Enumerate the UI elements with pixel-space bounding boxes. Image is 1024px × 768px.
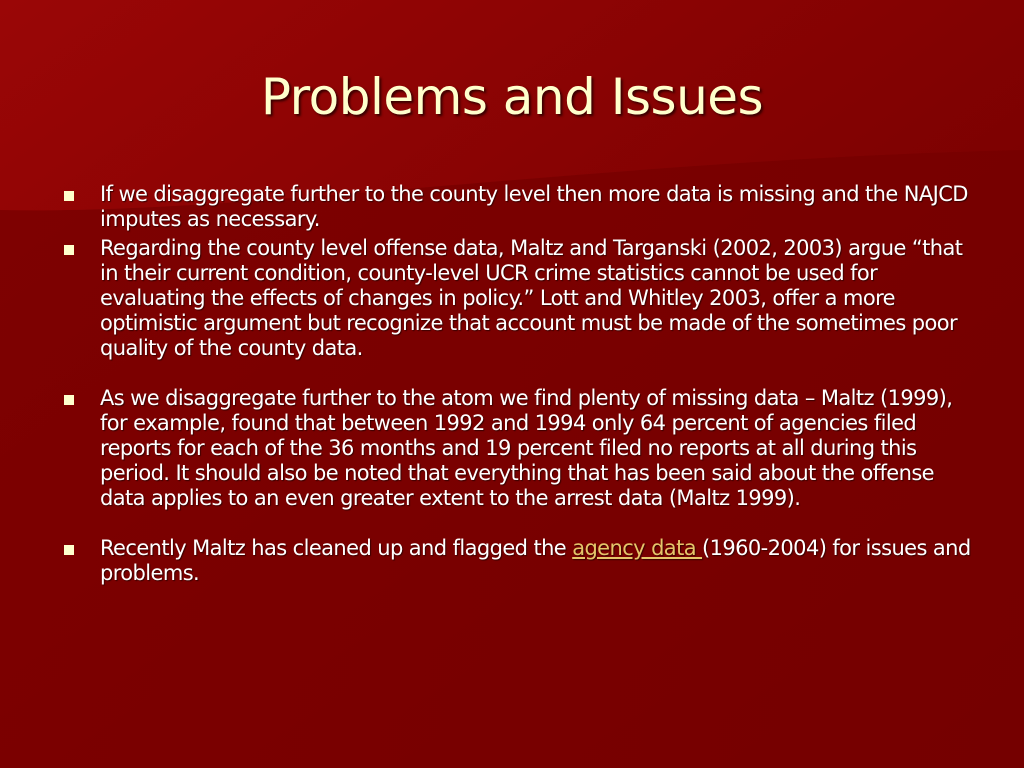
bullet-item <box>62 536 982 586</box>
bullet-item <box>62 386 982 511</box>
bullet-text-before-link: Recently Maltz has cleaned up and flagged the <box>100 536 573 560</box>
square-bullet-icon <box>64 245 74 255</box>
slide-title: Problems and Issues <box>260 68 764 126</box>
bullet-text-after-link: (1960-2004) for issues and problems. <box>100 536 971 585</box>
bullet-list <box>62 182 982 590</box>
bullet-text: As we disaggregate further to the atom we find plenty of missing data – Maltz (1999), for example, found that between 1992 and 1994 only 64 percent of agencies filed reports for each of the 36 months and 19 percent filed no reports at all during this period. It should also be noted that everything that has been said about the offense data applies to an even greater extent to the arrest data (Maltz 1999). <box>100 386 953 510</box>
bullet-text: If we disaggregate further to the county level then more data is missing and the NAJCD imputes as necessary. <box>100 182 968 231</box>
bullet-text: Regarding the county level offense data, Maltz and Targanski (2002, 2003) argue “that in their current condition, county-level UCR crime statistics cannot be used for evaluating the effects of changes in policy.” Lott and Whitley 2003, offer a more optimistic argument but recognize that account must be made of the sometimes poor quality of the county data. <box>100 236 963 360</box>
bullet-item <box>62 182 982 232</box>
square-bullet-icon <box>64 545 74 555</box>
agency-data-link[interactable]: agency data <box>572 536 703 560</box>
square-bullet-icon <box>64 395 74 405</box>
square-bullet-icon <box>64 191 74 201</box>
bullet-item <box>62 236 982 361</box>
